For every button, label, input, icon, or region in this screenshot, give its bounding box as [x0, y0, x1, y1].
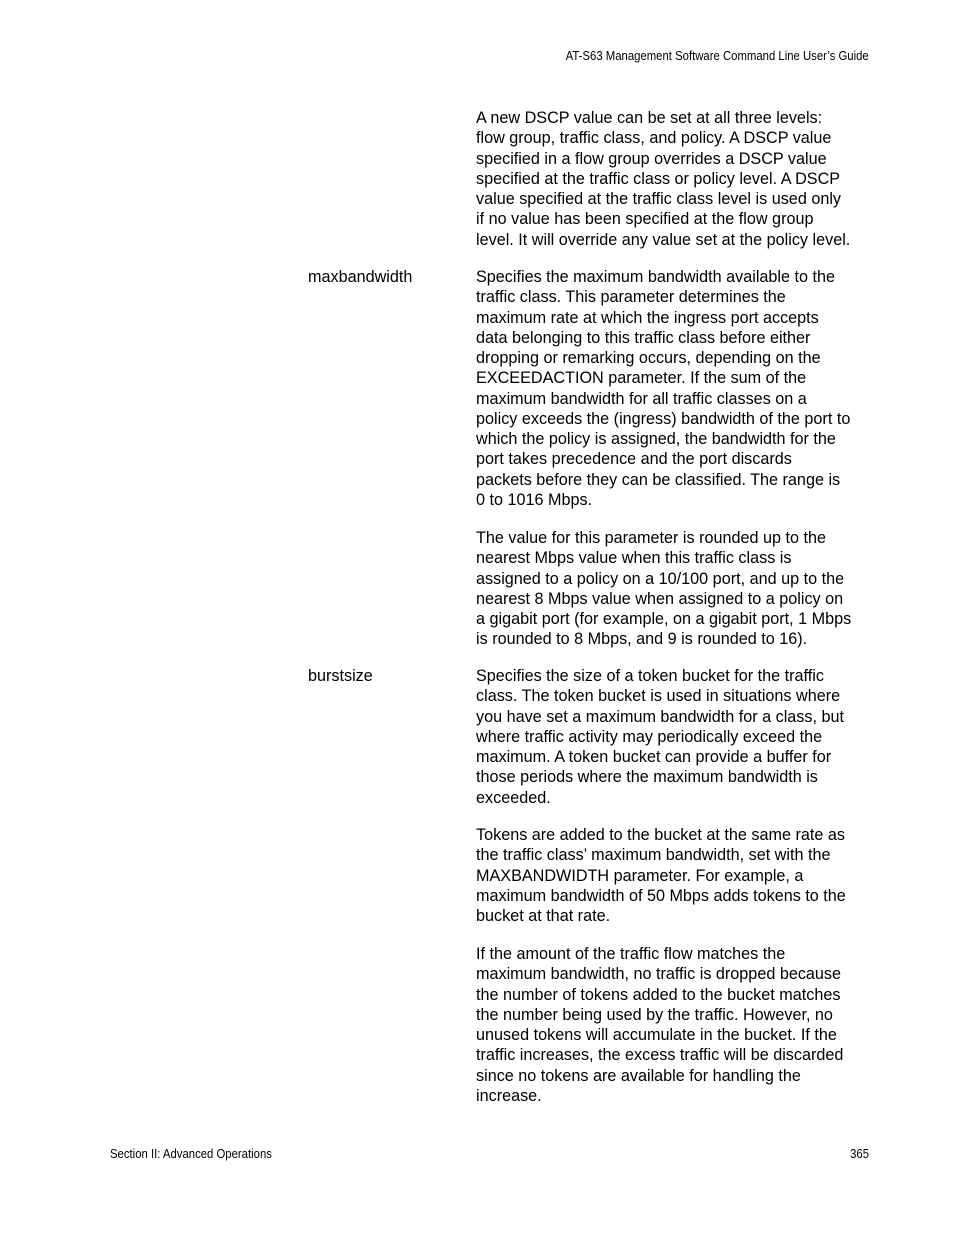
text-line: you have set a maximum bandwidth for a class, but [476, 707, 844, 726]
text-line: maximum rate at which the ingress port accepts [476, 308, 819, 327]
text-line: traffic increases, the excess traffic will be discarded [476, 1046, 844, 1065]
text-line: data belonging to this traffic class before either [476, 328, 811, 347]
text-line: unused tokens will accumulate in the bucket. If the [476, 1026, 837, 1044]
text-line: the traffic class’ maximum bandwidth, set with the [476, 846, 831, 865]
text-line: nearest Mbps value when this traffic class is [476, 549, 792, 568]
running-header: AT-S63 Management Software Command Line User’s Guide [565, 49, 869, 63]
text-line: is rounded to 8 Mbps, and 9 is rounded to 16). [476, 630, 808, 649]
footer-section-title: Section II: Advanced Operations [110, 1147, 272, 1161]
burstsize-description-1 [476, 666, 876, 808]
text-line: Specifies the maximum bandwidth available to the [476, 268, 836, 286]
text-line: maximum bandwidth of 50 Mbps adds tokens to the [476, 886, 846, 905]
text-line: dropping or remarking occurs, depending on the [476, 349, 821, 367]
page-number: 365 [850, 1147, 869, 1161]
text-line: value specified at the traffic class level is used only [476, 190, 842, 208]
text-line: maximum bandwidth for all traffic classes on a [476, 389, 807, 408]
maxbandwidth-description-2 [476, 528, 876, 650]
text-line: flow group, traffic class, and policy. A DSCP value [476, 129, 832, 148]
text-line: specified at the traffic class or policy level. A DSCP [476, 169, 841, 188]
text-line: 0 to 1016 Mbps. [476, 490, 593, 509]
text-line: maximum. A token bucket can provide a buffer for [476, 748, 832, 766]
text-line: policy exceeds the (ingress) bandwidth of the port to [476, 409, 851, 428]
text-line: since no tokens are available for handling the [476, 1066, 801, 1085]
text-line: exceeded. [476, 788, 551, 807]
maxbandwidth-description-1 [476, 267, 876, 510]
text-line: if no value has been specified at the flow group [476, 210, 814, 229]
text-line: which the policy is assigned, the bandwidth for the [476, 430, 836, 448]
intro-paragraph [476, 108, 876, 250]
text-line: traffic class. This parameter determines the [476, 288, 786, 307]
text-line: a gigabit port (for example, on a gigabit port, 1 Mbps [476, 610, 852, 628]
text-line: MAXBANDWIDTH parameter. For example, a [476, 866, 804, 885]
text-line: where traffic activity may periodically exceed the [476, 727, 823, 746]
text-line: level. It will override any value set at the policy level. [476, 230, 851, 249]
text-line: packets before they can be classified. The range is [476, 470, 841, 489]
parameter-term-burstsize: burstsize [308, 667, 373, 685]
text-line: the number being used by the traffic. However, no [476, 1005, 833, 1024]
text-line: maximum bandwidth, no traffic is dropped because [476, 965, 842, 984]
text-line: those periods where the maximum bandwidth is [476, 768, 818, 787]
text-line: bucket at that rate. [476, 907, 611, 925]
text-line: If the amount of the traffic flow matches the [476, 945, 786, 963]
text-line: Specifies the size of a token bucket for the traffic [476, 667, 824, 685]
text-line: EXCEEDACTION parameter. If the sum of the [476, 369, 807, 388]
burstsize-description-2 [476, 825, 876, 926]
text-line: The value for this parameter is rounded up to the [476, 529, 827, 547]
text-line: Tokens are added to the bucket at the same rate as [476, 826, 845, 844]
text-line: increase. [476, 1086, 542, 1105]
text-line: assigned to a policy on a 10/100 port, and up to the [476, 569, 845, 588]
text-line: the number of tokens added to the bucket matches [476, 985, 841, 1004]
burstsize-description-3 [476, 944, 876, 1106]
text-line: port takes precedence and the port discards [476, 450, 792, 469]
text-line: class. The token bucket is used in situations where [476, 687, 841, 706]
text-line: nearest 8 Mbps value when assigned to a policy on [476, 589, 844, 608]
parameter-term-maxbandwidth: maxbandwidth [308, 268, 413, 286]
text-line: A new DSCP value can be set at all three levels: [476, 109, 823, 127]
text-line: specified in a flow group overrides a DSCP value [476, 149, 827, 168]
